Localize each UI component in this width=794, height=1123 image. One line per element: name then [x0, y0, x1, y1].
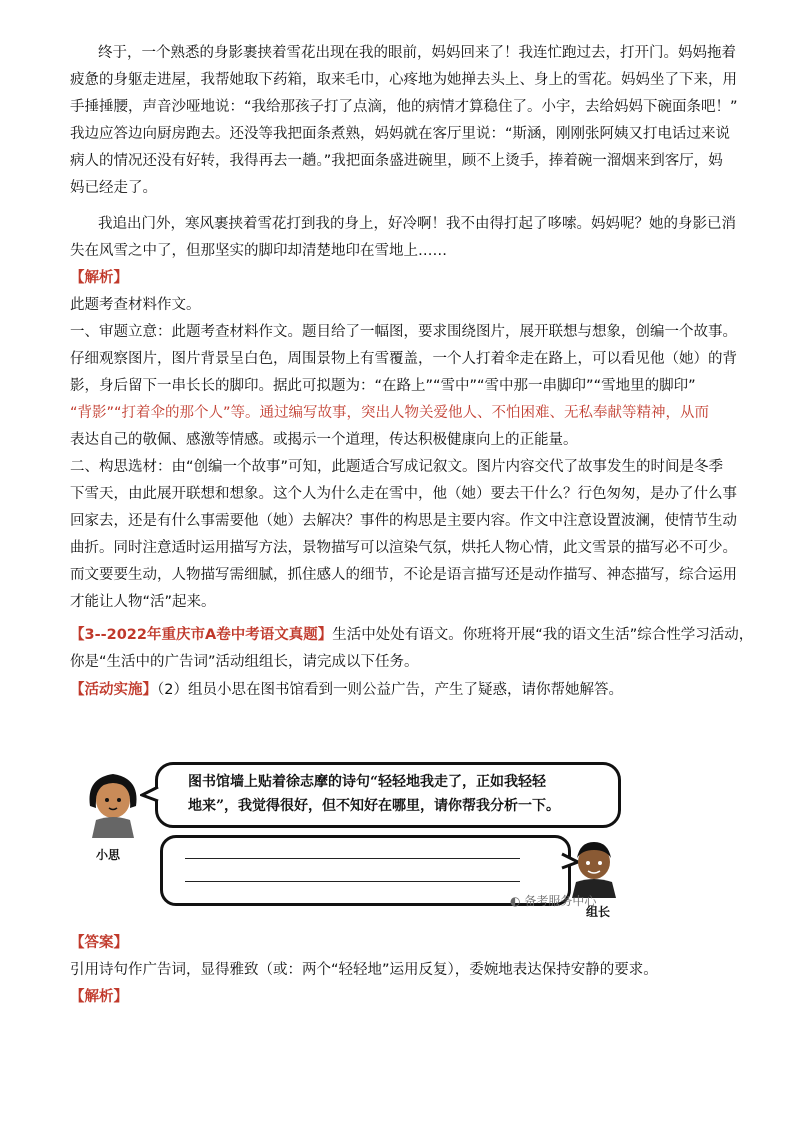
question-source: 【3--2022年重庆市A卷中考语文真题】: [70, 627, 333, 643]
analysis-line: 一、审题立意：此题考查材料作文。题目给了一幅图，要求围绕图片，展开联想与想象，创编一个故事。: [70, 324, 737, 340]
question-text: 生活中处处有语文。你班将开展“我的语文生活”综合性学习活动，: [332, 627, 754, 643]
story-line: 妈已经走了。: [70, 180, 157, 196]
analysis-line: 才能让人物“活”起来。: [70, 594, 216, 610]
analysis-line: 曲折。同时注意适时运用描写方法，景物描写可以渲染气氛，烘托人物心情，此文雪景的描写必不可少。: [70, 540, 737, 556]
story-line: 终于，一个熟悉的身影裹挟着雪花出现在我的眼前，妈妈回来了！我连忙跑过去，打开门。妈妈拖着: [98, 45, 736, 61]
story-line: 病人的情况还没有好转，我得再去一趟。”我把面条盛进碗里，顾不上烫手，捧着碗一溜烟来到客厅，妈: [70, 153, 723, 169]
story-line: 我追出门外，寒风裹挟着雪花打到我的身上，好冷啊！我不由得打起了哆嗦。妈妈呢？她的身影已消: [98, 216, 736, 232]
analysis-intro: 此题考查材料作文。: [70, 297, 201, 313]
analysis-heading: 【解析】: [70, 270, 128, 286]
boy-character-icon: [566, 836, 622, 898]
question-line-1: [70, 622, 754, 649]
bubble-line-1: 图书馆墙上贴着徐志摩的诗句“轻轻地我走了，正如我轻轻: [188, 774, 547, 790]
story-line: 我边应答边向厨房跑去。还没等我把面条煮熟，妈妈就在客厅里说：“斯涵，刚刚张阿姨又打电话过来说: [70, 126, 731, 142]
analysis-line: 下雪天，由此展开联想和想象。这个人为什么走在雪中，他（她）要去干什么？行色匆匆，是办了什么事: [70, 486, 737, 502]
answer-writing-line: [185, 858, 520, 859]
bubble-line-2: 地来”，我觉得很好，但不知好在哪里，请你帮我分析一下。: [188, 798, 561, 814]
answer-heading: 【答案】: [70, 935, 128, 951]
wechat-icon: ◐: [510, 894, 521, 908]
answer-writing-line: [185, 881, 520, 882]
task-text: （2）组员小思在图书馆看到一则公益广告，产生了疑惑，请你帮她解答。: [157, 682, 623, 698]
analysis-heading-2: 【解析】: [70, 989, 128, 1005]
story-line: 疲惫的身躯走进屋，我帮她取下药箱，取来毛巾，心疼地为她掸去头上、身上的雪花。妈妈坐了下来，用: [70, 72, 737, 88]
story-line: 失在风雪之中了，但那坚实的脚印却清楚地印在雪地上……: [70, 243, 447, 259]
answer-text: 引用诗句作广告词，显得雅致（或：两个“轻轻地”运用反复），委婉地表达保持安静的要求。: [70, 962, 658, 978]
analysis-line: 回家去，还是有什么事需要他（她）去解决？事件的构思是主要内容。作文中注意设置波澜，使情节生动: [70, 513, 737, 529]
analysis-line: 影，身后留下一串长长的脚印。据此可拟题为：“在路上”“雪中”“雪中那一串脚印”“雪地里的脚印”: [70, 378, 696, 394]
left-character-label: 小思: [96, 848, 121, 862]
story-line: 手捶捶腰，声音沙哑地说：“我给那孩子打了点滴，他的病情才算稳住了。小宇，去给妈妈下碗面条吧！”: [70, 99, 738, 115]
question-line-2: 你是“生活中的广告词”活动组组长，请完成以下任务。: [70, 654, 419, 670]
watermark: [510, 892, 596, 909]
analysis-line: 表达自己的敬佩、感激等情感。或揭示一个道理，传达积极健康向上的正能量。: [70, 432, 578, 448]
girl-character-icon: [82, 768, 144, 838]
bubble-tail-icon: [140, 785, 162, 805]
bubble-text: [188, 770, 608, 818]
analysis-line: 仔细观察图片，图片背景呈白色，周围景物上有雪覆盖，一个人打着伞走在路上，可以看见他（她）的背: [70, 351, 737, 367]
right-character-label: 组长: [586, 905, 611, 919]
analysis-line: “背影”“打着伞的那个人”等。通过编写故事，突出人物关爱他人、不怕困难、无私奉献等精神，从而: [70, 405, 710, 421]
task-line: [70, 677, 750, 704]
task-tag: 【活动实施】: [70, 682, 157, 698]
watermark-text: 备考服务中心: [524, 894, 597, 908]
analysis-line: 而文要要生动，人物描写需细腻，抓住感人的细节，不论是语言描写还是动作描写、神态描写，综合运用: [70, 567, 737, 583]
analysis-line: 二、构思选材：由“创编一个故事”可知，此题适合写成记叙文。图片内容交代了故事发生的时间是冬季: [70, 459, 724, 475]
